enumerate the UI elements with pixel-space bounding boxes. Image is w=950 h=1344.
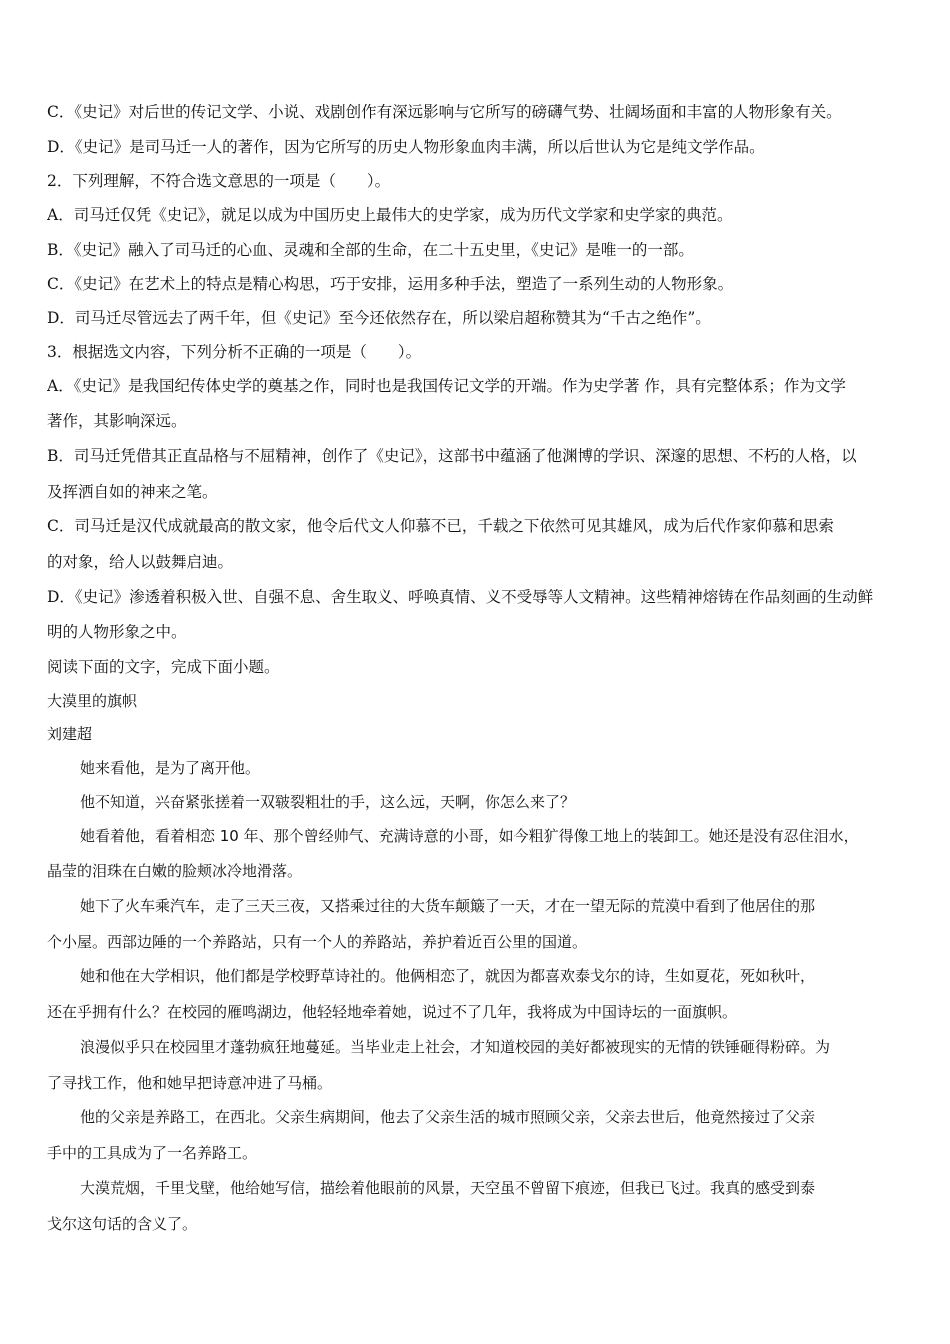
q2-option-a: A．司马迁仅凭《史记》，就足以成为中国历史上最伟大的史学家，成为历代文学家和史学家的典范。 bbox=[47, 206, 733, 224]
q2-stem: 2．下列理解，不符合选文意思的一项是（ ）。 bbox=[47, 172, 391, 190]
paragraph-6: 浪漫似乎只在校园里才蓬勃疯狂地蔓延。当毕业走上社会，才知道校园的美好都被现实的无情的铁锤砸得粉碎。为 bbox=[80, 1038, 831, 1056]
paragraph-4-cont: 个小屋。西部边陲的一个养路站，只有一个人的养路站，养护着近百公里的国道。 bbox=[47, 933, 588, 951]
q3-option-b: B．司马迁凭借其正直品格与不屈精神，创作了《史记》，这部书中蕴涵了他渊博的学识、深邃的思想、不朽的人格，以 bbox=[47, 447, 857, 465]
q3-option-b-cont: 及挥洒自如的神来之笔。 bbox=[47, 483, 218, 501]
paragraph-5-cont: 还在乎拥有什么？在校园的雁鸣湖边，他轻轻地牵着她，说过不了几年，我将成为中国诗坛的一面旗帜。 bbox=[47, 1003, 738, 1021]
q2-option-c: C．《史记》在艺术上的特点是精心构思，巧于安排，运用多种手法，塑造了一系列生动的人物形象。 bbox=[47, 275, 734, 293]
paragraph-4: 她下了火车乘汽车，走了三天三夜，又搭乘过往的大货车颠簸了一天，才在一望无际的荒漠中看到了他居住的那 bbox=[80, 897, 816, 915]
paragraph-6-cont: 了寻找工作，他和她早把诗意冲进了马桶。 bbox=[47, 1074, 333, 1092]
article-author: 刘建超 bbox=[47, 725, 93, 743]
reading-instruction: 阅读下面的文字，完成下面小题。 bbox=[47, 658, 280, 676]
article-title: 大漠里的旗帜 bbox=[47, 692, 138, 710]
paragraph-3: 她看着他，看着相恋 10 年、那个曾经帅气、充满诗意的小哥，如今粗犷得像工地上的装卸工。她还是没有忍住泪水， bbox=[80, 827, 859, 845]
q2-option-d: D．司马迁尽管远去了两千年，但《史记》至今还依然存在，所以梁启超称赞其为“千古之绝作”。 bbox=[47, 309, 711, 327]
q1-option-c: C．《史记》对后世的传记文学、小说、戏剧创作有深远影响与它所写的磅礴气势、壮阔场面和丰富的人物形象有关。 bbox=[47, 103, 842, 121]
q3-option-c: C．司马迁是汉代成就最高的散文家，他令后代文人仰慕不已，千载之下依然可见其雄风，成为后代作家仰慕和思索 bbox=[47, 517, 834, 535]
paragraph-3-cont: 晶莹的泪珠在白嫩的脸颊冰冷地滑落。 bbox=[47, 862, 303, 880]
q2-option-b: B．《史记》融入了司马迁的心血、灵魂和全部的生命，在二十五史里，《史记》是唯一的一部。 bbox=[47, 241, 694, 259]
paragraph-7-cont: 手中的工具成为了一名养路工。 bbox=[47, 1144, 258, 1162]
q3-option-d-cont: 明的人物形象之中。 bbox=[47, 623, 187, 641]
paragraph-5: 她和他在大学相识，他们都是学校野草诗社的。他俩相恋了，就因为都喜欢泰戈尔的诗，生如夏花，死如秋叶， bbox=[80, 967, 816, 985]
paragraph-2: 他不知道，兴奋紧张搓着一双皲裂粗壮的手，这么远，天啊，你怎么来了？ bbox=[80, 793, 576, 811]
q3-stem: 3．根据选文内容，下列分析不正确的一项是（ ）。 bbox=[47, 343, 422, 361]
paragraph-1: 她来看他，是为了离开他。 bbox=[80, 759, 261, 777]
q3-option-c-cont: 的对象，给人以鼓舞启迪。 bbox=[47, 553, 234, 571]
paragraph-8: 大漠荒烟，千里戈壁，他给她写信，描绘着他眼前的风景，天空虽不曾留下痕迹，但我已飞过。我真的感受到泰 bbox=[80, 1179, 816, 1197]
q1-option-d: D．《史记》是司马迁一人的著作，因为它所写的历史人物形象血肉丰满，所以后世认为它是纯文学作品。 bbox=[47, 138, 765, 156]
q3-option-a-cont: 著作，其影响深远。 bbox=[47, 412, 187, 430]
q3-option-a: A．《史记》是我国纪传体史学的奠基之作，同时也是我国传记文学的开端。作为史学著 作，具有完整体系；作为文学 bbox=[47, 377, 846, 395]
paragraph-7: 他的父亲是养路工，在西北。父亲生病期间，他去了父亲生活的城市照顾父亲，父亲去世后，他竟然接过了父亲 bbox=[80, 1108, 816, 1126]
q3-option-d: D．《史记》渗透着积极入世、自强不息、舍生取义、呼唤真情、义不受辱等人文精神。这些精神熔铸在作品刻画的生动鲜 bbox=[47, 588, 874, 606]
paragraph-8-cont: 戈尔这句话的含义了。 bbox=[47, 1215, 198, 1233]
